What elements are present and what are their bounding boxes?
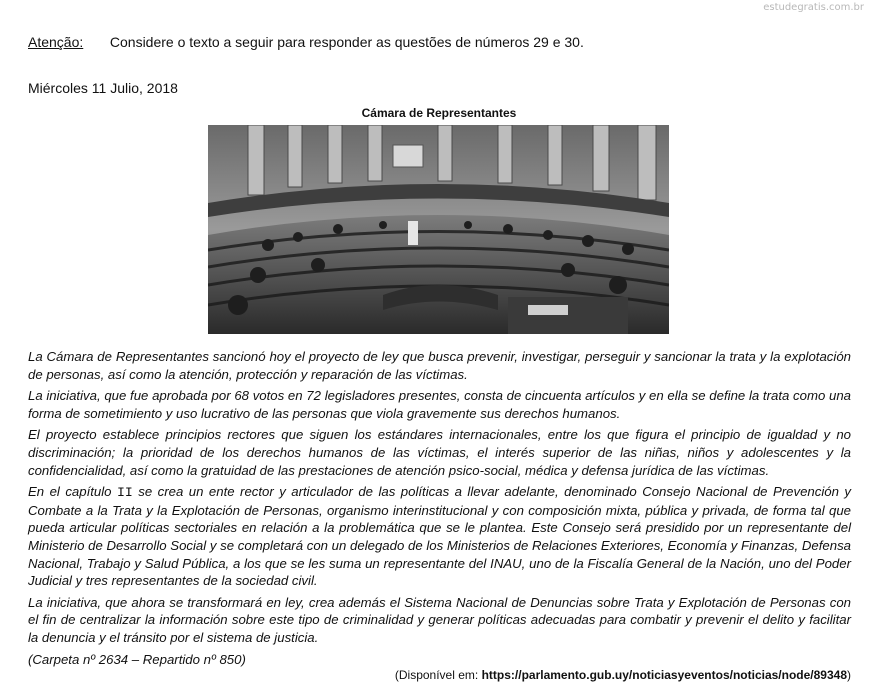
- paragraph-4-rest: se crea un ente rector y articulador de las políticas a llevar adelante, denominado Consejo Nacional de Prevención y Combate a la Trata y la Explotación de Personas, organismo interinstitucional y con composición mixta, pública y privada, de forma tal que pueda articular políticas sectoriales en relación a la problemática que se le plantea. Este Consejo será presidido por un representante del Ministerio de Desarrollo Social y se completará con un delegado de los Ministerios de Relaciones Exteriores, Economía y Finanzas, Defensa Nacional, Trabajo y Salud Pública, a los que se les suma un representante del INAU, uno de la Fiscalía General de la Nación, uno del Poder Judicial y tres representantes de la sociedad civil.: [28, 484, 851, 589]
- attention-label: Atenção:: [28, 34, 84, 50]
- watermark: estudegratis.com.br: [763, 2, 864, 13]
- article-paragraph-5: La iniciativa, que ahora se transformará en ley, crea además el Sistema Nacional de Denuncias sobre Trata y Explotación de Personas con el fin de centralizar la información sobre este tipo de criminalidad y generar políticas adecuadas para combatir y prevenir el delito y facilitar la denuncia y el tránsito por el sistema de justicia.: [28, 594, 851, 645]
- attention-line: [28, 34, 584, 50]
- article-paragraph-4: [28, 483, 851, 590]
- photo-caption: Cámara de Representantes: [361, 106, 517, 120]
- article-paragraph-1: La Cámara de Representantes sancionó hoy el proyecto de ley que busca prevenir, investigar, perseguir y sancionar la trata y la explotación de personas, así como la atención, protección y reparación de las víctimas.: [28, 349, 851, 382]
- article-paragraph-2: La iniciativa, que fue aprobada por 68 votos en 72 legisladores presentes, consta de cincuenta artículos y en ella se define la trata como una forma de sometimiento y uso lucrativo de las personas que viola gravemente sus derechos humanos.: [28, 388, 851, 421]
- parliament-chamber-photo: [208, 125, 669, 334]
- chapter-number: II: [116, 485, 133, 501]
- source-url: https://parlamento.gub.uy/noticiasyeventos/noticias/node/89348: [481, 668, 847, 682]
- article-date: Miércoles 11 Julio, 2018: [28, 80, 178, 96]
- article-paragraph-3: El proyecto establece principios rectores que siguen los estándares internacionales, entre los que figura el principio de igualdad y no discriminación; la prioridad de los derechos humanos de las víctimas, el interés superior de las niñas, niños y adolescentes y la confidencialidad, así como la gratuidad de las prestaciones de atención psico-social, médica y defensa jurídica de las víctimas.: [28, 427, 851, 478]
- article-reference: (Carpeta nº 2634 – Repartido nº 850): [28, 651, 246, 667]
- source-prefix: (Disponível em:: [394, 668, 482, 682]
- paragraph-4-start: En el capítulo: [28, 484, 117, 500]
- source-line: [395, 668, 851, 682]
- article-body: [28, 348, 851, 672]
- source-suffix: ): [847, 668, 851, 682]
- attention-text: Considere o texto a seguir para responder as questões de números 29 e 30.: [109, 34, 584, 50]
